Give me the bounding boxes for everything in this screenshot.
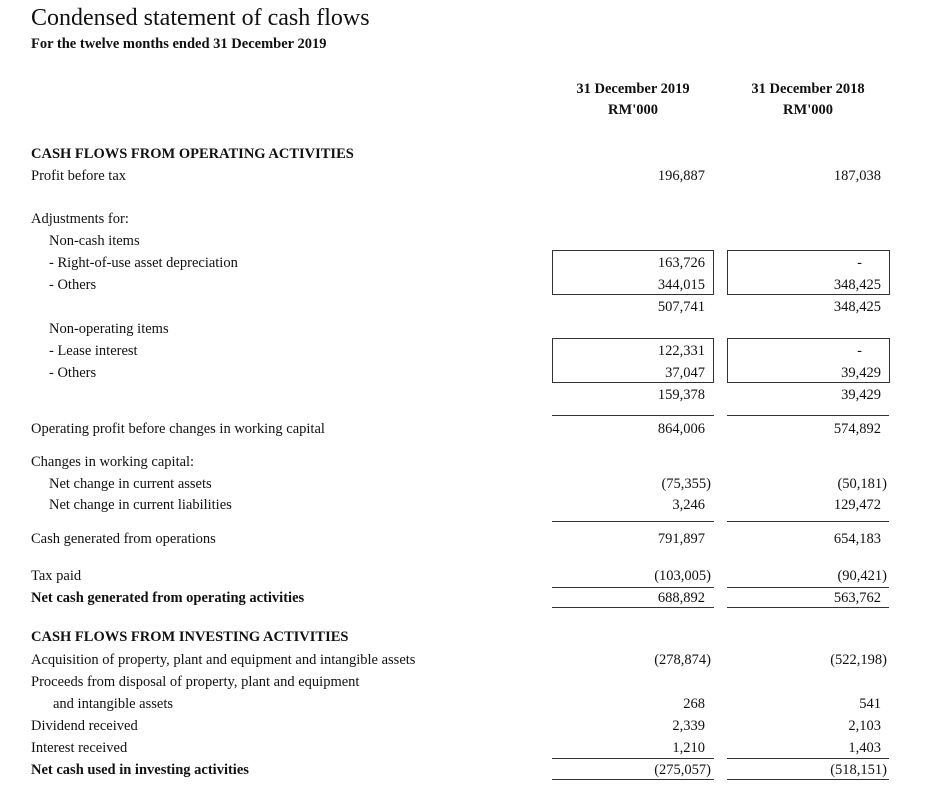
net-operating-2019: 688,892 — [657, 590, 705, 606]
cash-generated-2019: 791,897 — [657, 531, 705, 547]
operating-profit-2019: 864,006 — [657, 421, 705, 437]
current-assets-2019: (75,355) — [661, 476, 711, 492]
non-operating-subtotal-2019: 159,378 — [657, 387, 705, 403]
non-cash-label: Non-cash items — [49, 233, 140, 249]
rule-divider — [552, 607, 714, 608]
non-cash-subtotal-2019: 507,741 — [657, 299, 705, 315]
net-investing-2018: (518,151) — [830, 762, 887, 778]
dividend-2019: 2,339 — [672, 718, 705, 734]
current-assets-label: Net change in current assets — [49, 476, 212, 492]
working-capital-label: Changes in working capital: — [31, 454, 195, 470]
adjustments-label: Adjustments for: — [31, 211, 129, 227]
net-operating-label: Net cash generated from operating activities — [31, 590, 305, 606]
rule-divider — [552, 758, 714, 759]
dividend-label: Dividend received — [31, 718, 138, 734]
page-subtitle: For the twelve months ended 31 December 2019 — [31, 36, 327, 52]
rou-depreciation-2019: 163,726 — [657, 255, 705, 271]
rule-divider — [552, 587, 714, 588]
current-assets-2018: (50,181) — [837, 476, 887, 492]
proceeds-label-line1: Proceeds from disposal of property, plant and equipment — [31, 674, 360, 690]
operating-profit-label: Operating profit before changes in working capital — [31, 421, 325, 437]
profit-before-tax-2018: 187,038 — [833, 168, 881, 184]
lease-interest-2018: - — [857, 343, 862, 359]
non-operating-others-2018: 39,429 — [841, 365, 881, 381]
net-investing-2019: (275,057) — [654, 762, 711, 778]
proceeds-2018: 541 — [859, 696, 881, 712]
rule-divider — [552, 521, 714, 522]
non-operating-label: Non-operating items — [49, 321, 169, 337]
current-liabilities-label: Net change in current liabilities — [49, 497, 232, 513]
rule-divider — [552, 779, 714, 780]
non-operating-others-label: - Others — [49, 365, 97, 381]
profit-before-tax-2019: 196,887 — [657, 168, 705, 184]
tax-paid-2019: (103,005) — [654, 568, 711, 584]
rule-divider — [727, 415, 889, 416]
column-header-2018-date: 31 December 2018 — [751, 81, 865, 97]
interest-2019: 1,210 — [672, 740, 705, 756]
profit-before-tax-label: Profit before tax — [31, 168, 127, 184]
rule-divider — [727, 607, 889, 608]
investing-heading: CASH FLOWS FROM INVESTING ACTIVITIES — [31, 629, 349, 645]
acquisition-2018: (522,198) — [830, 652, 887, 668]
interest-label: Interest received — [31, 740, 128, 756]
net-operating-2018: 563,762 — [833, 590, 881, 606]
dividend-2018: 2,103 — [848, 718, 881, 734]
tax-paid-2018: (90,421) — [837, 568, 887, 584]
rule-divider — [727, 779, 889, 780]
lease-interest-label: - Lease interest — [49, 343, 138, 359]
rule-divider — [727, 521, 889, 522]
net-investing-label: Net cash used in investing activities — [31, 762, 249, 778]
interest-2018: 1,403 — [848, 740, 881, 756]
non-operating-subtotal-2018: 39,429 — [841, 387, 881, 403]
column-header-2019-unit: RM'000 — [608, 102, 658, 118]
non-cash-others-2019: 344,015 — [657, 277, 705, 293]
rule-divider — [552, 415, 714, 416]
column-header-2019-date: 31 December 2019 — [576, 81, 690, 97]
lease-interest-2019: 122,331 — [657, 343, 705, 359]
non-operating-others-2019: 37,047 — [665, 365, 705, 381]
cash-generated-2018: 654,183 — [833, 531, 881, 547]
tax-paid-label: Tax paid — [31, 568, 82, 584]
current-liabilities-2018: 129,472 — [833, 497, 881, 513]
rou-depreciation-label: - Right-of-use asset depreciation — [49, 255, 238, 271]
non-cash-others-label: - Others — [49, 277, 97, 293]
rule-divider — [727, 758, 889, 759]
rule-divider — [727, 587, 889, 588]
non-cash-others-2018: 348,425 — [833, 277, 881, 293]
current-liabilities-2019: 3,246 — [672, 497, 705, 513]
column-header-2018-unit: RM'000 — [783, 102, 833, 118]
page-title: Condensed statement of cash flows — [31, 5, 370, 31]
acquisition-2019: (278,874) — [654, 652, 711, 668]
proceeds-2019: 268 — [683, 696, 705, 712]
operating-heading: CASH FLOWS FROM OPERATING ACTIVITIES — [31, 146, 354, 162]
non-cash-subtotal-2018: 348,425 — [833, 299, 881, 315]
acquisition-label: Acquisition of property, plant and equipment and intangible assets — [31, 652, 416, 668]
cash-generated-label: Cash generated from operations — [31, 531, 216, 547]
rou-depreciation-2018: - — [857, 255, 862, 271]
proceeds-label-line2: and intangible assets — [53, 696, 174, 712]
operating-profit-2018: 574,892 — [833, 421, 881, 437]
